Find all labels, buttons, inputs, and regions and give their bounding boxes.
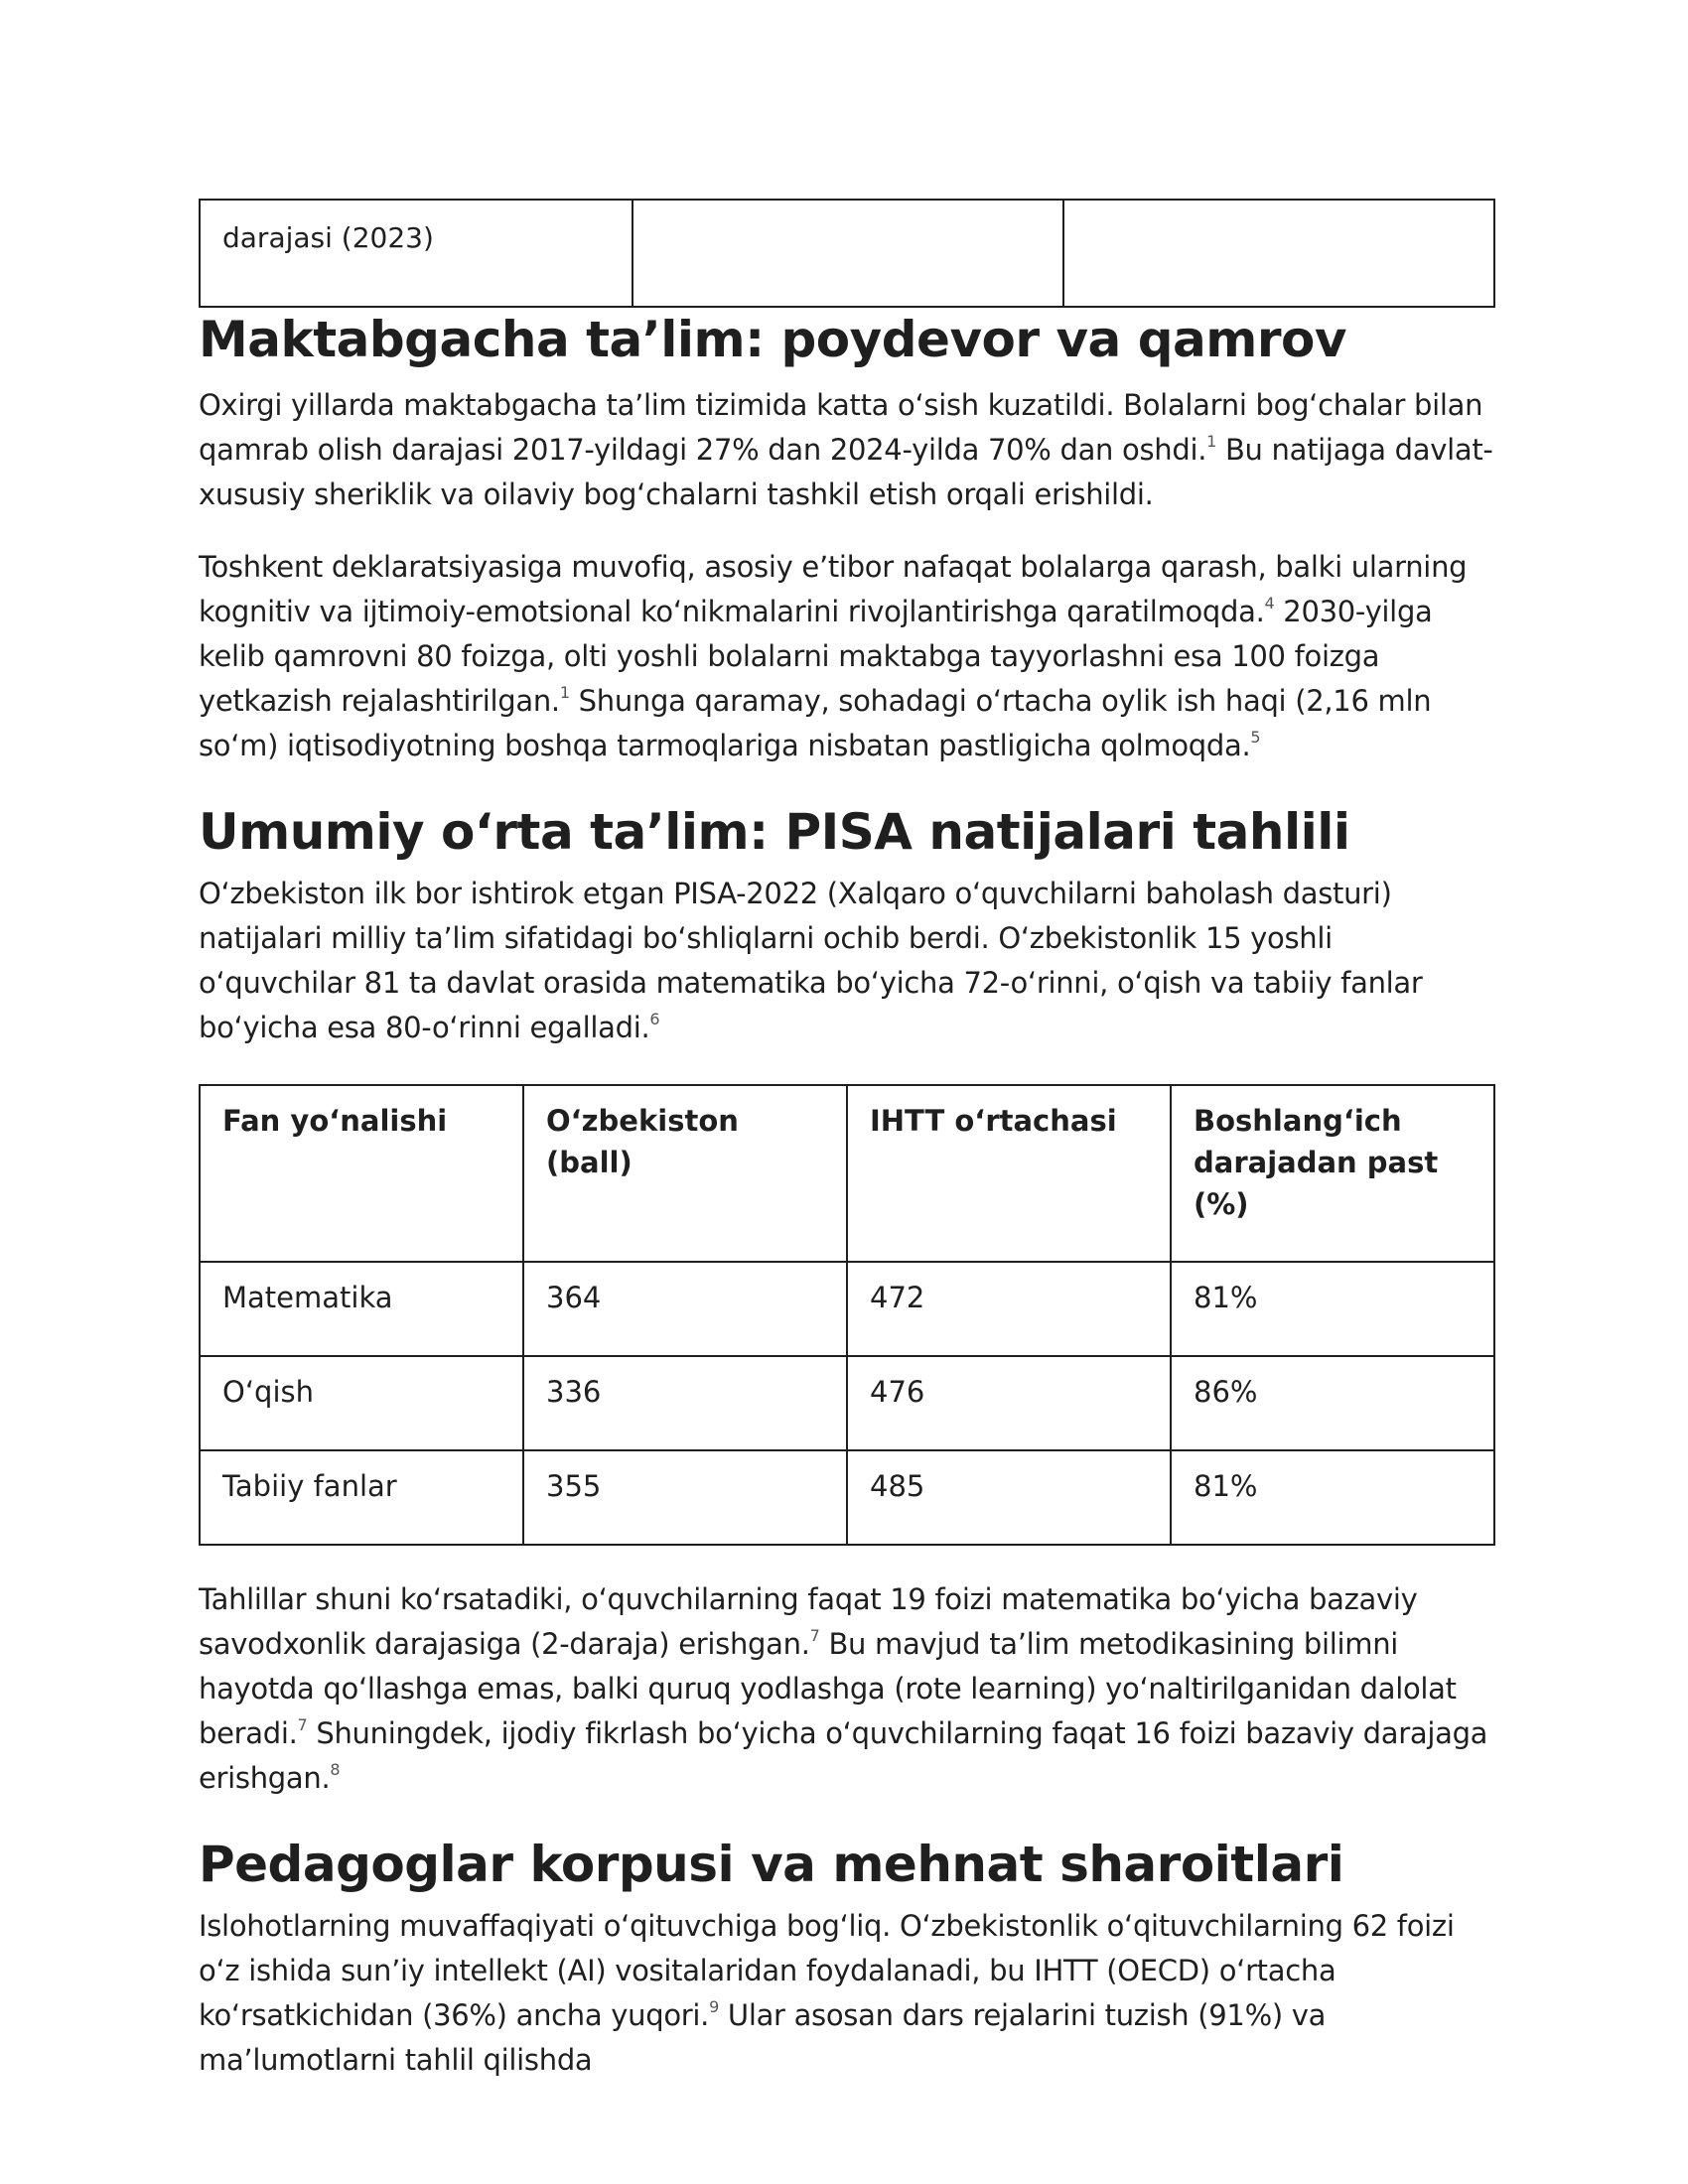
column-header: O‘zbekiston (ball) (523, 1085, 847, 1262)
paragraph-pisa-analysis (199, 1577, 1495, 1801)
paragraph-text: Oxirgi yillarda maktabgacha ta’lim tizimida katta o‘sish kuzatildi. Bolalarni bog‘chalar bilan qamrab olish darajasi 2017-yildagi 27% dan 2024-yilda 70% dan oshdi. (199, 388, 1483, 467)
table-cell: Matematika (200, 1262, 523, 1356)
table-cell: 476 (847, 1356, 1171, 1450)
paragraph-teachers-ai (199, 1904, 1495, 2083)
table-cell: 336 (523, 1356, 847, 1450)
column-header: Boshlang‘ich darajadan past (%) (1171, 1085, 1494, 1262)
column-header: Fan yo‘nalishi (200, 1085, 523, 1262)
table-cell (1063, 200, 1494, 307)
paragraph-text: O‘zbekiston ilk bor ishtirok etgan PISA-2022 (Xalqaro o‘quvchilarni baholash dasturi) natijalari milliy ta’lim sifatidagi bo‘shliqlarni ochib berdi. O‘zbekistonlik 15 yoshli o‘quvchilar 81 ta davlat orasida matematika bo‘yicha 72-o‘rinni, o‘qish va tabiiy fanlar bo‘yicha esa 80-o‘rinni egalladi. (199, 877, 1423, 1044)
table-cell: darajasi (2023) (200, 200, 633, 307)
paragraph-text: 2030-yilga kelib qamrovni 80 foizga, olti yoshli bolalarni maktabga tayyorlashni esa 100 foizga yetkazish rejalashtirilgan. (199, 595, 1433, 718)
footnote-ref: 1 (559, 683, 570, 702)
table-row (200, 200, 1494, 307)
paragraph-text: Bu mavjud ta’lim metodikasining bilimni hayotda qo‘llashga emas, balki quruq yodlashga (rote learning) yo‘naltirilganidan dalolat beradi. (199, 1627, 1457, 1750)
footnote-ref: 1 (1206, 432, 1217, 451)
column-header: IHTT o‘rtachasi (847, 1085, 1171, 1262)
table-row (200, 1450, 1494, 1545)
table-cell: 81% (1171, 1450, 1494, 1545)
paragraph-text: Islohotlarning muvaffaqiyati o‘qituvchiga bog‘liq. O‘zbekistonlik o‘qituvchilarning 62 foizi o‘z ishida sun’iy intellekt (AI) vositalaridan foydalanadi, bu IHTT (OECD) o‘rtacha ko‘rsatkichidan (36%) ancha yuqori. (199, 1909, 1455, 2032)
section-heading-teachers: Pedagoglar korpusi va mehnat sharoitlari (199, 1836, 1344, 1893)
paragraph-text: Toshkent deklaratsiyasiga muvofiq, asosiy e’tibor nafaqat bolalarga qarash, balki ularning kognitiv va ijtimoiy-emotsional ko‘nikmalarini rivojlantirishga qaratilmoqda. (199, 550, 1468, 628)
table-row (200, 1262, 1494, 1356)
page-content (199, 199, 1495, 2083)
paragraph-text: Ular asosan dars rejalarini tuzish (91%) va ma’lumotlarni tahlil qilishda (199, 1998, 1327, 2077)
footnote-ref: 8 (330, 1760, 341, 1779)
paragraph-text: Shuningdek, ijodiy fikrlash bo‘yicha o‘quvchilarning faqat 16 foizi bazaviy darajaga erishgan. (199, 1716, 1488, 1795)
table-cell: 355 (523, 1450, 847, 1545)
footnote-ref: 4 (1264, 594, 1275, 613)
paragraph-pisa-intro (199, 872, 1495, 1050)
paragraph-text: Shunga qaramay, sohadagi o‘rtacha oylik ish haqi (2,16 mln so‘m) iqtisodiyotning boshqa tarmoqlariga nisbatan pastligicha qolmoqda. (199, 684, 1432, 762)
table-cell: Tabiiy fanlar (200, 1450, 523, 1545)
footnote-ref: 7 (809, 1626, 820, 1645)
table-cell: 472 (847, 1262, 1171, 1356)
table-cell: O‘qish (200, 1356, 523, 1450)
footnote-ref: 6 (649, 1010, 660, 1028)
pisa-results-table (199, 1084, 1495, 1546)
table-cell: 86% (1171, 1356, 1494, 1450)
table-cell: 81% (1171, 1262, 1494, 1356)
section-heading-preschool: Maktabgacha ta’lim: poydevor va qamrov (199, 311, 1346, 368)
footnote-ref: 9 (709, 1997, 719, 2016)
table-header-row (200, 1085, 1494, 1262)
continued-table (199, 199, 1495, 308)
footnote-ref: 7 (297, 1715, 308, 1734)
table-cell: 485 (847, 1450, 1171, 1545)
paragraph-preschool-coverage (199, 383, 1495, 517)
paragraph-text: Bu natijaga davlat-xususiy sheriklik va oilaviy bog‘chalarni tashkil etish orqali erishildi. (199, 433, 1493, 511)
paragraph-tashkent-declaration (199, 545, 1495, 768)
table-cell: 364 (523, 1262, 847, 1356)
section-heading-pisa: Umumiy o‘rta ta’lim: PISA natijalari tahlili (199, 803, 1350, 861)
footnote-ref: 5 (1250, 728, 1261, 747)
paragraph-text: Tahlillar shuni ko‘rsatadiki, o‘quvchilarning faqat 19 foizi matematika bo‘yicha bazaviy savodxonlik darajasiga (2-daraja) erishgan. (199, 1582, 1418, 1661)
table-row (200, 1356, 1494, 1450)
table-cell (633, 200, 1063, 307)
